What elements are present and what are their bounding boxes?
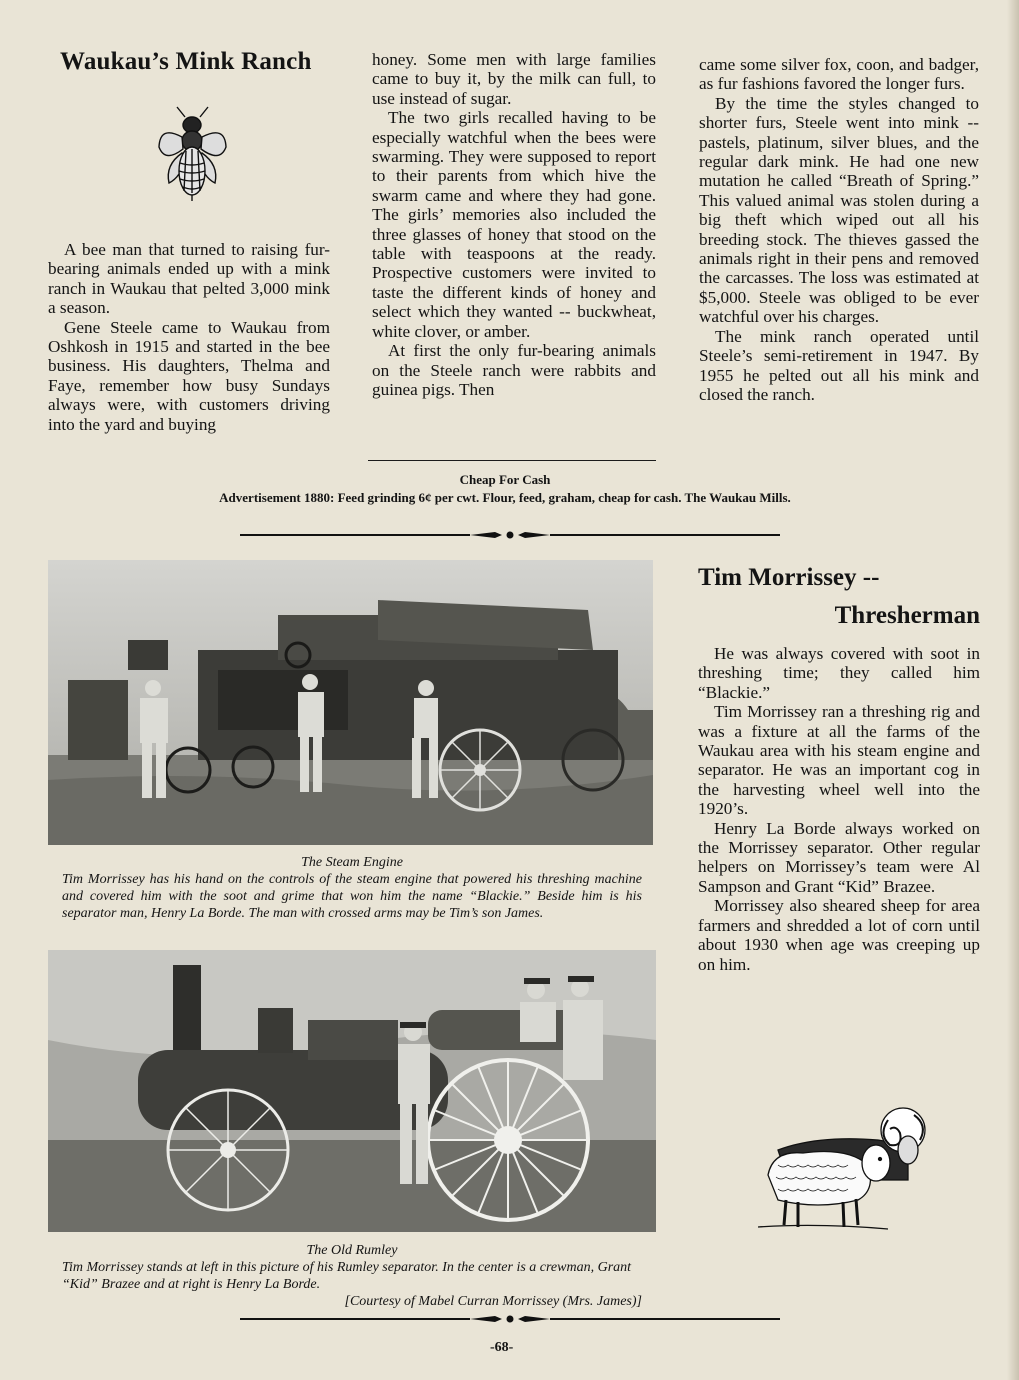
thresher-column: [698, 644, 980, 974]
bee-icon: [155, 105, 230, 205]
ornamental-divider-top: [240, 528, 780, 542]
thresher-headline-line1: Tim Morrissey --: [698, 564, 880, 591]
advertisement: [100, 472, 910, 506]
mink-col3-para-1: came some silver fox, coon, and badger, as fur fashions favored the longer furs.: [699, 55, 979, 94]
photo-old-rumley-caption: [62, 1242, 642, 1310]
photo1-caption-title: The Steam Engine: [301, 855, 403, 870]
ad-title: Cheap For Cash: [459, 472, 551, 487]
sheep-illustration: [758, 1095, 938, 1235]
photo2-caption-credit: [Courtesy of Mabel Curran Morrissey (Mrs. James)]: [344, 1294, 642, 1309]
mink-column-1: [48, 240, 330, 434]
sheep-icon: [758, 1095, 938, 1235]
photo2-caption-text: Tim Morrissey stands at left in this picture of his Rumley separator. In the center is a crewman, Grant “Kid” Brazee and at right is Henry La Borde.: [62, 1260, 632, 1292]
page-number: -68-: [490, 1340, 514, 1355]
photo-steam-engine: [48, 560, 653, 845]
mink-col2-para-2: The two girls recalled having to be especially watchful when the bees were swarming. They were supposed to report to their parents from which hive the swarm came and where they had gone. The girls’ memories also included the three glasses of honey that stood on the table with teaspoons at the ready. Prospective customers were invited to taste the different kinds of honey and select which they wanted -- buckwheat, white clover, or amber.: [372, 108, 656, 341]
mink-column-3: [699, 55, 979, 404]
mink-col3-para-2: By the time the styles changed to shorter furs, Steele went into mink -- pastels, platinum, silver blues, and the regular dark mink. He had one new mutation he called “Breath of Spring.” This valued animal was stolen during a big theft which wiped out all his breeding stock. The thieves gassed the animals right in their pens and removed the carcasses. The loss was estimated at $5,000. Steele was obliged to be ever watchful over his charges.: [699, 93, 979, 327]
divider-ornament-icon: [240, 528, 780, 542]
ad-top-rule: [368, 460, 656, 461]
photo1-caption-text: Tim Morrissey has his hand on the controls of the steam engine that powered his threshing machine and covered him with the soot and grime that won him the name “Blackie.” Beside him is his separator man, Henry La Borde. The man with crossed arms may be Tim’s son James.: [62, 872, 642, 921]
mink-headline: Waukau’s Mink Ranch: [60, 48, 312, 75]
mink-col3-para-3: The mink ranch operated until Steele’s semi-retirement in 1947. By 1955 he pelted out all his mink and closed the ranch.: [699, 326, 979, 404]
thresher-para-3: Henry La Borde always worked on the Morrissey separator. Other regular helpers on Morrissey’s team were Al Sampson and Grant “Kid” Brazee.: [698, 818, 980, 896]
divider-ornament-icon: [240, 1312, 780, 1326]
photo2-caption-title: The Old Rumley: [306, 1243, 398, 1258]
ornamental-divider-bottom: [240, 1312, 780, 1326]
thresher-para-4: Morrissey also sheared sheep for area farmers and shredded a lot of corn until about 1930 when age was creeping up on him.: [698, 896, 980, 974]
thresher-para-1: He was always covered with soot in threshing time; they called him “Blackie.”: [698, 644, 980, 702]
mink-col2-para-3: At first the only fur-bearing animals on the Steele ranch were rabbits and guinea pigs. Then: [372, 341, 656, 399]
photo-steam-engine-caption: [62, 854, 642, 922]
ad-text: Advertisement 1880: Feed grinding 6¢ per cwt. Flour, feed, graham, cheap for cash. The Waukau Mills.: [219, 490, 791, 505]
rumley-engine-photo: [48, 950, 656, 1232]
threshing-rig-photo: [48, 560, 653, 845]
mink-col2-para-1: honey. Some men with large families came to buy it, by the milk can full, to use instead of sugar.: [372, 50, 656, 108]
page-edge-shadow: [1007, 0, 1019, 1380]
mink-col1-para-1: A bee man that turned to raising fur-bearing animals ended up with a mink ranch in Waukau that pelted 3,000 mink a season.: [48, 240, 330, 318]
mink-column-2: [372, 50, 656, 399]
bee-illustration: [155, 105, 230, 205]
thresher-headline-line2: Thresherman: [834, 602, 980, 629]
mink-col1-para-2: Gene Steele came to Waukau from Oshkosh in 1915 and started in the bee business. His daughters, Thelma and Faye, remember how busy Sundays always were, with customers driving into the yard and buying: [48, 317, 330, 434]
photo-old-rumley: [48, 950, 656, 1232]
thresher-para-2: Tim Morrissey ran a threshing rig and was a fixture at all the farms of the Waukau area with his steam engine and separator. He was an important cog in the harvesting wheel well into the 1920’s.: [698, 702, 980, 819]
thresher-headline: [698, 562, 980, 632]
